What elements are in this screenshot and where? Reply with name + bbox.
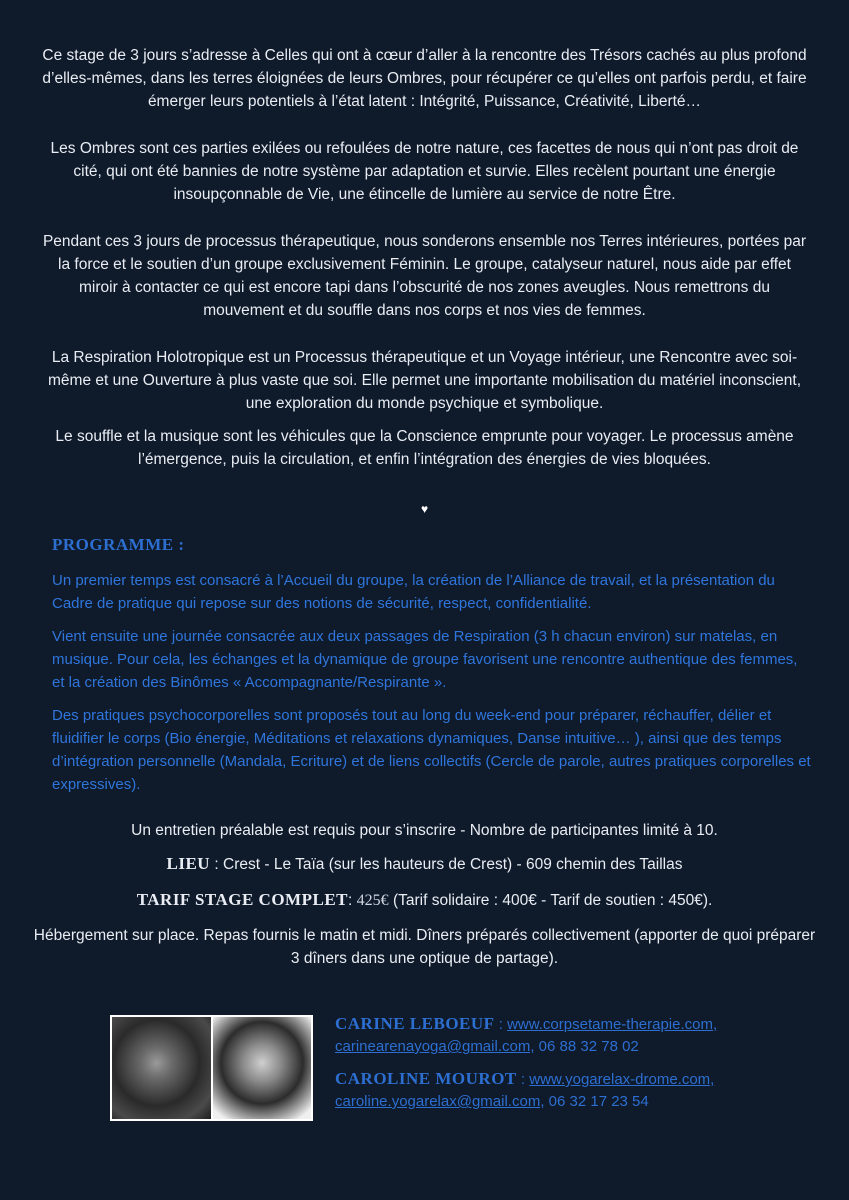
contact-2-email-link[interactable]: caroline.yogarelax@gmail.com, — [335, 1093, 545, 1110]
programme-paragraph-3: Des pratiques psychocorporelles sont proposés tout au long du week-end pour préparer, réchauffer, délier et fluidifier le corps (Bio énergie, Méditations et relaxations dynamiques, Danse intuitive… ), ainsi que des temps d’intégration personnelle (Mandala, Ecriture) et de liens collectifs (Cercle de parole, autres pratiques corporelles et expressives). — [52, 707, 811, 793]
programme-title: PROGRAMME : — [52, 535, 185, 554]
intro-paragraph-2: Les Ombres sont ces parties exilées ou refoulées de notre nature, ces facettes de nous qui n’ont pas droit de cité, qui ont été bannies de notre système par adaptation et survie. Elles recèlent pourtant une énergie insoupçonnable de Vie, une étincelle de lumière au service de notre Être. — [50, 140, 799, 203]
contact-2-website-link[interactable]: www.yogarelax-drome.com, — [529, 1071, 715, 1088]
photo-caroline — [213, 1017, 312, 1119]
contact-1-email-link[interactable]: carinearenayoga@gmail.com, — [335, 1038, 535, 1055]
practical-info — [30, 819, 819, 970]
contact-2-name: CAROLINE MOUROT — [335, 1069, 517, 1088]
contact-1-phone: 06 88 32 78 02 — [534, 1038, 639, 1055]
contact-1-line-1 — [335, 1013, 805, 1036]
tarif-label: TARIF STAGE COMPLET — [136, 890, 349, 909]
contact-2-line-2 — [335, 1091, 805, 1113]
tarif-line — [30, 888, 819, 912]
contact-2-line-1 — [335, 1068, 805, 1091]
intro-paragraph-4: La Respiration Holotropique est un Processus thérapeutique et un Voyage intérieur, une Rencontre avec soi-même et une Ouverture à plus vaste que soi. Elle permet une importante mobilisation du matériel inconscient, une exploration du monde psychique et symbolique. — [48, 349, 801, 412]
programme-paragraph-2: Vient ensuite une journée consacrée aux deux passages de Respiration (3 h chacun environ) sur matelas, en musique. Pour cela, les échanges et la dynamique de groupe favorisent une rencontre authentique des femmes, et la création des Binômes « Accompagnante/Respirante ». — [52, 628, 798, 691]
contact-1-name: CARINE LEBOEUF — [335, 1014, 495, 1033]
intro-paragraph-5: Le souffle et la musique sont les véhicules que la Conscience emprunte pour voyager. Le processus amène l’émergence, puis la circulation, et enfin l’intégration des énergies de vies bloquées. — [55, 428, 794, 468]
contacts-section — [335, 1013, 805, 1113]
tarif-details: (Tarif solidaire : 400€ - Tarif de soutien : 450€). — [388, 892, 713, 909]
hebergement-line: Hébergement sur place. Repas fournis le matin et midi. Dîners préparés collectivement (apporter de quoi préparer 3 dîners dans une optique de partage). — [33, 927, 816, 967]
lieu-line — [30, 852, 819, 876]
intro-paragraph-1: Ce stage de 3 jours s’adresse à Celles qui ont à cœur d’aller à la rencontre des Trésors cachés au plus profond d’elles-mêmes, dans les terres éloignées de leurs Ombres, pour récupérer ce qu’elles ont parfois perdu, et faire émerger leurs potentiels à l’état latent : Intégrité, Puissance, Créativité, Liberté… — [42, 47, 807, 110]
intro-section — [40, 44, 809, 471]
contact-1-line-2 — [335, 1036, 805, 1058]
contact-1-website-link[interactable]: www.corpsetame-therapie.com, — [507, 1016, 718, 1033]
tarif-separator: : — [348, 892, 357, 909]
tarif-price: 425€ — [356, 892, 389, 909]
contact-2-phone: 06 32 17 23 54 — [544, 1093, 649, 1110]
programme-section — [52, 569, 812, 806]
heart-separator: ♥ — [420, 502, 429, 516]
entretien-line: Un entretien préalable est requis pour s’inscrire - Nombre de participantes limité à 10. — [131, 822, 718, 839]
lieu-label: LIEU — [166, 854, 211, 873]
contact-2-sep: : — [516, 1071, 530, 1088]
programme-paragraph-1: Un premier temps est consacré à l’Accueil du groupe, la création de l’Alliance de travail, et la présentation du Cadre de pratique qui repose sur des notions de sécurité, respect, confidentialité. — [52, 572, 775, 612]
intro-paragraph-3: Pendant ces 3 jours de processus thérapeutique, nous sonderons ensemble nos Terres intérieures, portées par la force et le soutien d’un groupe exclusivement Féminin. Le groupe, catalyseur naturel, nous aide par effet miroir à contacter ce qui est encore tapi dans l’obscurité de nos zones aveugles. Nous remettrons du mouvement et du souffle dans nos corps et nos vies de femmes. — [42, 233, 807, 319]
lieu-value: : Crest - Le Taïa (sur les hauteurs de Crest) - 609 chemin des Taillas — [210, 856, 683, 873]
facilitator-photos — [110, 1015, 313, 1121]
contact-1-sep: : — [494, 1016, 508, 1033]
photo-carine — [112, 1017, 211, 1119]
